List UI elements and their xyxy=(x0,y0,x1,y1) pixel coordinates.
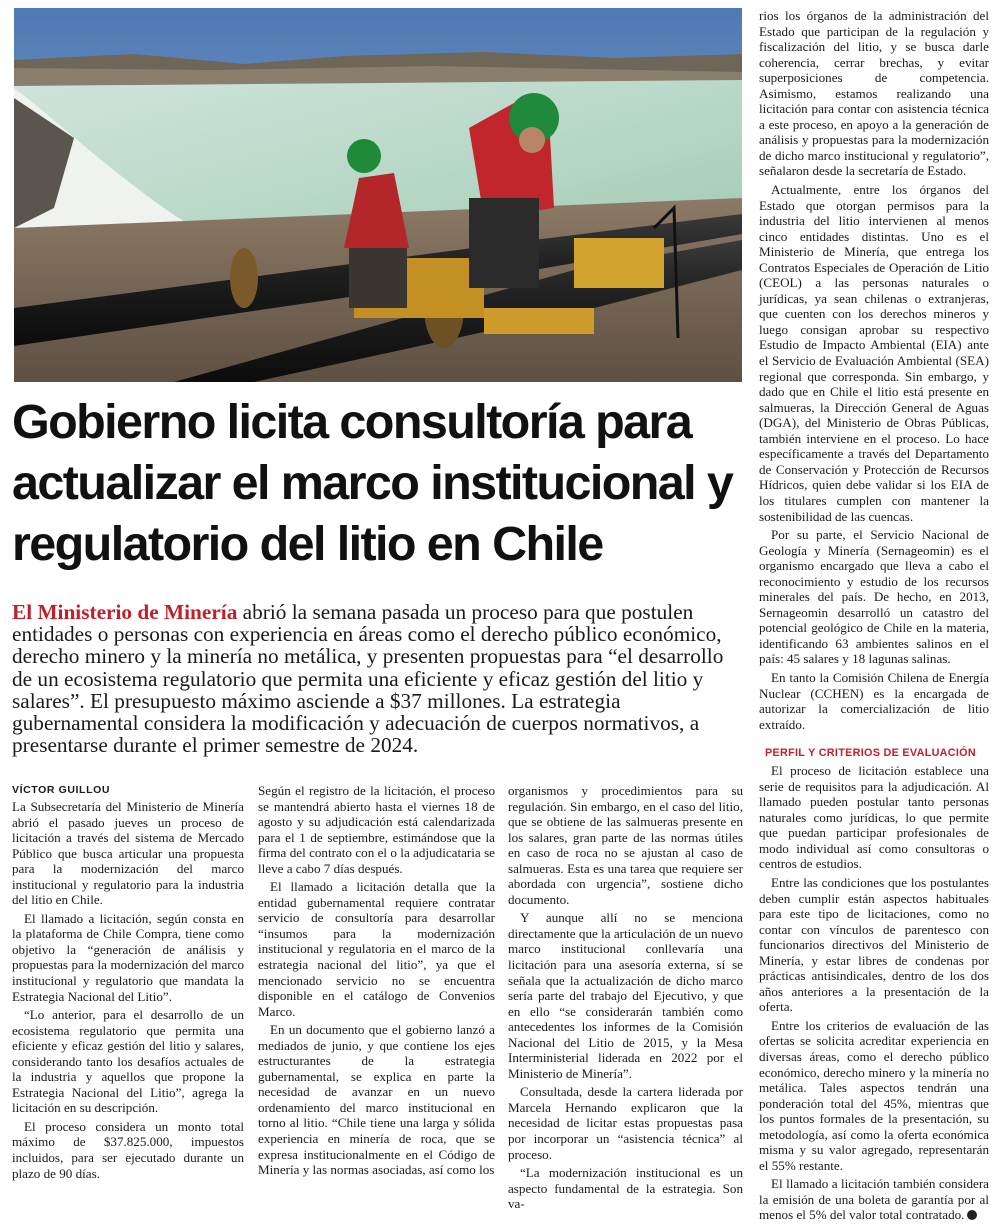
paragraph-text: El llamado a licitación también considera la emisión de una boleta de garantía por al menos el 5% del valor total contratado. xyxy=(759,1176,989,1223)
paragraph: El llamado a licitación detalla que la entidad gubernamental requiere contratar servicio de consultoría para desarrollar “insumos para la modernización institucional y regulatoria en el marco de la estrategia nacional del litio”, ya que el mencionado servicio no se encuentra disponible en el catálogo de Convenios Marco. xyxy=(258,879,495,1019)
paragraph: Según el registro de la licitación, el proceso se mantendrá abierto hasta el viernes 18 de agosto y su adjudicación está calendarizada para el 1 de septiembre, estimándose que la firma del contrato con el o la adjudicataria se lleve a cabo 7 días después. xyxy=(258,783,495,876)
byline: VÍCTOR GUILLOU xyxy=(12,784,111,796)
paragraph: La Subsecretaría del Ministerio de Minería abrió el pasado jueves un proceso de licitación a través del sistema de Mercado Público que busca articular una propuesta para la modernización del marco institucional y regulatorio para la industria del litio en Chile. xyxy=(12,799,244,908)
article-lede xyxy=(12,601,742,756)
paragraph: “Lo anterior, para el desarrollo de un ecosistema regulatorio que permita una eficiente y eficaz gestión del litio y salares, considerando tanto los desafíos actuales de la industria y aquellos que propone la Estrategia Nacional del Litio”, agrega la licitación en su descripción. xyxy=(12,1007,244,1116)
section-subhead: PERFIL Y CRITERIOS DE EVALUACIÓN xyxy=(765,747,976,760)
paragraph: En un documento que el gobierno lanzó a mediados de junio, y que contiene los ejes estructurantes de la estrategia gubernamental, se explica en parte la necesidad de avanzar en un nuevo ordenamiento del marco institucional en torno al litio. “Chile tiene una larga y sólida experiencia en minería de roca, que se expresa institucionalmente en el Código de Minería y las normas asociadas, así como los xyxy=(258,1022,495,1178)
text-column-3 xyxy=(508,783,743,1215)
end-of-article-icon xyxy=(967,1210,977,1220)
paragraph: El llamado a licitación, según consta en la plataforma de Chile Compra, tiene como objetivo la “generación de análisis y propuestas para la modernización del marco institucional y regulatorio que mandata la Estrategia Nacional del Litio”. xyxy=(12,910,244,1004)
paragraph: Y aunque allí no se menciona directamente que la articulación de un nuevo marco institucional conllevaría una licitación para una asesoría externa, sí se señala que la actualización de dicho marco sería parte del trabajo del Ejecutivo, y que en ello “se considerarán también como antecedentes los informes de la Comisión Nacional del Litio de 2015, y la Mesa Interministerial liderada en 2022 por el Ministerio de Minería”. xyxy=(508,910,743,1081)
article-headline: Gobierno licita consultoría para actualizar el marco institucional y regulatorio del litio en Chile xyxy=(12,395,733,571)
paragraph: Consultada, desde la cartera liderada por Marcela Hernando explicaron que la necesidad de licitar estas propuestas pasa por incorporar un “asistencia técnica” al proceso. xyxy=(508,1084,743,1162)
paragraph: El proceso considera un monto total máximo de $37.825.000, impuestos incluidos, para ser ejecutado durante un plazo de 90 días. xyxy=(12,1118,244,1181)
paragraph: Por su parte, el Servicio Nacional de Geología y Minería (Sernageomin) es el organismo encargado que lleva a cabo el reconocimiento y estudio de los recursos minerales del país. De hecho, en 2013, Sernageomin desarrolló un catastro del potencial geológico de Chile en la materia, identificando 63 ambientes salinos en el país: 45 salares y 18 lagunas salinas. xyxy=(759,527,989,667)
paragraph: “La modernización institucional es un aspecto fundamental de la estrategia. Son va- xyxy=(508,1165,743,1212)
text-column-1 xyxy=(12,783,244,1184)
article-photo xyxy=(14,8,742,382)
paragraph: Entre las condiciones que los postulantes deben cumplir están aspectos habituales para este tipo de licitaciones, como no contar con vínculos de parentesco con funcionarios directivos del Ministerio de Minería, y estar libres de condenas por prácticas antisindicales, dentro de los dos años anteriores a la presentación de la oferta. xyxy=(759,874,989,1015)
paragraph: Actualmente, entre los órganos del Estado que otorgan permisos para la industria del litio intervienen al menos cinco entidades distintas. Uno es el Ministerio de Minería, que entrega los Contratos Especiales de Operación de Litio (CEOL) a las personas naturales o jurídicas, ya sean chilenas o extranjeras, que cuenten con los derechos mineros y luego consigan aprobar su respectivo Estudio de Impacto Ambiental (EIA) ante el Servicio de Evaluación Ambiental (SEA) regional que corresponda. Sin embargo, y dado que en Chile el litio está presente en salmueras, la Dirección General de Aguas (DGA), del Ministerio de Obras Públicas, también interviene en el proceso. Lo hace específicamente a través del Departamento de Conservación y Protección de Recursos Hídricos, quien debe validar si los EIA de los titulares cumplen con mantener la sostenibilidad de las cuencas. xyxy=(759,182,989,524)
paragraph: rios los órganos de la administración del Estado que participan de la regulación y fiscalización del litio, y se busca darle coherencia, cerrar brechas, y evitar superposiciones de competencia. Asimismo, estamos realizando una licitación para contar con asistencia técnica a este proceso, en apoyo a la generación de análisis y propuestas para la modernización de dicho marco institucional y regulatorio”, señalaron desde la secretaría de Estado. xyxy=(759,8,989,179)
paragraph: En tanto la Comisión Chilena de Energía Nuclear (CCHEN) es la encargada de autorizar la comercialización de litio extraído. xyxy=(759,669,989,732)
paragraph: Entre los criterios de evaluación de las ofertas se solicita acreditar experiencia en diversas áreas, como el derecho público económico, derecho minero y la minería no metálica. Tales aspectos tendrán una ponderación total del 45%, mientras que los puntos formales de la presentación, su metodología, así como la oferta económica misma y su valor agregado, representarán el 55% restante. xyxy=(759,1017,989,1173)
paragraph: organismos y procedimientos para su regulación. Sin embargo, en el caso del litio, que se obtiene de las salmueras presente en los salares, gran parte de las normas útiles en caso de roca no se ajustan al caso de salmueras. Esta es una tarea que requiere ser abordada con urgencia”, sostiene dicho documento. xyxy=(508,783,743,907)
paragraph: El proceso de licitación establece una serie de requisitos para la adjudicación. Al llamado pueden postular tanto personas naturales como jurídicas, lo que permite que puedan participar profesionales de modo individual así como consultoras o centros de estudios. xyxy=(759,763,989,872)
text-column-2 xyxy=(258,783,495,1181)
lede-text: abrió la semana pasada un proceso para que postulen entidades o personas con experiencia en áreas como el derecho público económico, derecho minero y la minería no metálica, y presenten propuestas para “el desarrollo de un ecosistema regulatorio que permita una eficiente y eficaz gestión del litio y salares”. El presupuesto máximo asciende a $37 millones. La estrategia gubernamental considera la modificación y adecuación de cuerpos normativos, a presentarse durante el primer semestre de 2024. xyxy=(12,600,724,758)
text-column-4 xyxy=(759,8,989,1226)
lede-lead: El Ministerio de Minería xyxy=(12,600,238,624)
paragraph xyxy=(759,1176,989,1223)
